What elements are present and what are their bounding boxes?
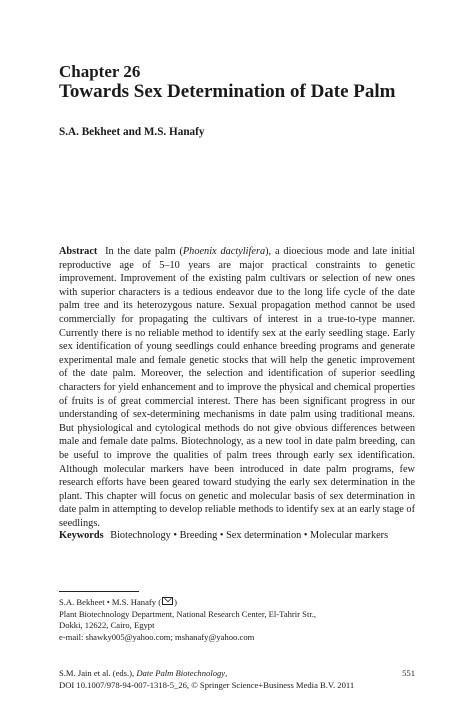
footnote-divider [59,591,139,592]
affiliation-institution-1: Plant Biotechnology Department, National Research Center, El-Tahrir Str., [59,608,317,619]
affiliation-authors [59,597,419,609]
keywords-list: Biotechnology • Breeding • Sex determination • Molecular markers [110,530,389,541]
abstract-text-body: ), a dioecious mode and late initial reproductive age of 5–10 years are major practical constraints to genetic improvement. Improvement of the existing palm cultivars or selection of new ones with superior characters is a tedious endeavor due to the long life cycle of the date palm tree and its heterozygous nature. Sexual propagation method cannot be used commercially for propagating the cultivars of interest in a true-to-type manner. Currently there is no reliable method to identify sex at the early seedling stage. Early sex identification of young seedlings could enhance breeding programs and generate experimental male and female genetic stocks that will help the genetic improvement of the date palm. Moreover, the selection and identification of superior seedling characters for yield enhancement and to improve the physical and chemical properties of fruits is of great commercial interest. There has been significant progress in our understanding of sex-determining mechanisms in date palm using traditional means. But physiological and cytological methods do not give obvious differences between male and female date palms. Biotechnology, as a new tool in date palm breeding, can be useful to improve the qualities of palm trees through early sex identification. Although molecular markers have been introduced in date palm programs, few research efforts have been geared toward studying the early sex determination in the plant. This chapter will focus on genetic and molecular basis of sex determination in date palm in attempting to develop reliable methods to identify sex at an early stage of seedlings. [59,246,415,529]
abstract-paragraph [59,245,415,530]
book-title: Date Palm Biotechnology [136,668,226,678]
species-name: Phoenix dactylifera [182,246,266,257]
keywords-line [59,529,415,543]
abstract-text-start: In the date palm ( [105,246,183,257]
citation-comma: , [225,668,228,678]
affiliation-block [59,597,419,643]
citation-footer [59,668,419,691]
abstract-heading: Abstract [59,246,98,257]
affiliation-institution-2: Dokki, 12622, Cairo, Egypt [59,620,155,631]
envelope-icon [162,597,173,605]
affiliation-email: e-mail: shawky005@yahoo.com; mshanafy@yahoo.com [59,631,255,642]
citation-line-1 [59,668,419,680]
keywords-heading: Keywords [59,530,104,541]
chapter-label: Chapter 26 [59,62,141,81]
citation-editors: S.M. Jain et al. (eds.), [59,668,137,678]
chapter-title: Towards Sex Determination of Date Palm [59,81,396,102]
citation-doi: DOI 10.1007/978-94-007-1318-5_26, © Springer Science+Business Media B.V. 2011 [59,679,355,690]
page-number: 551 [402,668,415,678]
author-line: S.A. Bekheet and M.S. Hanafy [59,126,205,138]
affiliation-author-close: ) [174,597,177,607]
affiliation-author-names: S.A. Bekheet • M.S. Hanafy ( [59,597,162,607]
